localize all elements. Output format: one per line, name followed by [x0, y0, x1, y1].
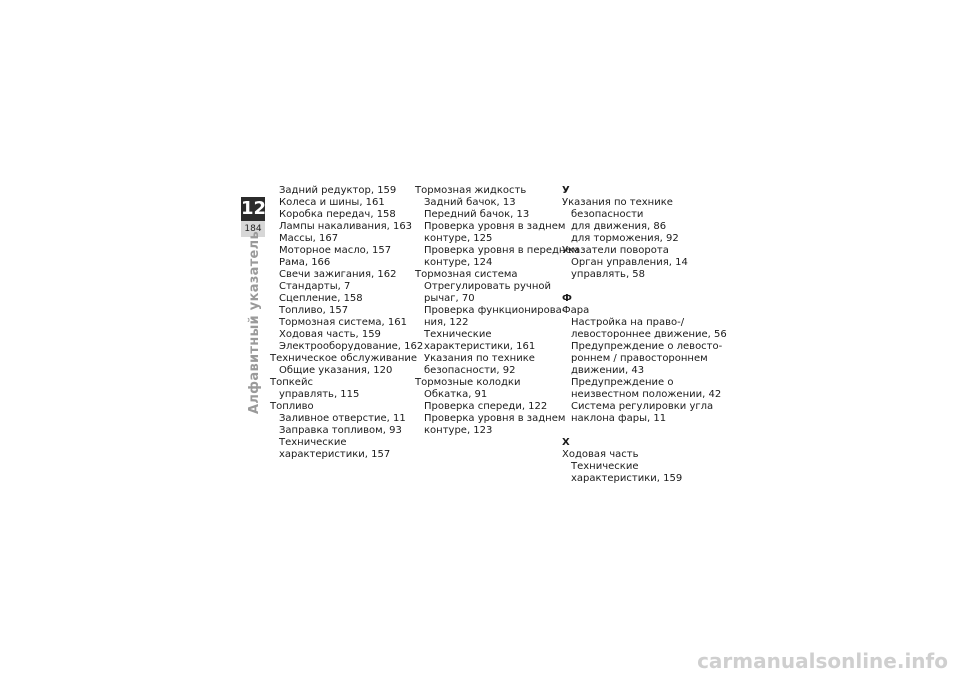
index-subentry: ния, 122: [424, 317, 469, 328]
index-subentry: Орган управления, 14: [571, 257, 688, 268]
page-number: 184: [241, 221, 265, 237]
index-subentry: управлять, 58: [571, 269, 646, 280]
index-subentry: рычаг, 70: [424, 293, 475, 304]
index-subentry: Тормозная система, 161: [279, 317, 408, 328]
index-entry: Ходовая часть: [562, 449, 639, 460]
index-subentry: Колеса и шины, 161: [279, 197, 385, 208]
index-entry: Фара: [562, 305, 590, 316]
index-subentry: Проверка уровня в заднем: [424, 221, 566, 232]
index-subentry: Технические: [279, 437, 347, 448]
index-subentry: Задний бачок, 13: [424, 197, 516, 208]
index-column-1: [270, 185, 424, 461]
index-subentry: Указания по технике: [424, 353, 535, 364]
index-subentry: Стандарты, 7: [279, 281, 351, 292]
index-subentry: неизвестном положении, 42: [571, 389, 722, 400]
index-entry: Тормозная система: [415, 269, 518, 280]
index-subentry: управлять, 115: [279, 389, 360, 400]
index-subentry: Передний бачок, 13: [424, 209, 530, 220]
index-subentry: движении, 43: [571, 365, 645, 376]
index-subentry: Настройка на право-/: [571, 317, 685, 328]
index-entry: Топкейс: [270, 377, 313, 388]
index-subentry: безопасности, 92: [424, 365, 516, 376]
index-subentry: Общие указания, 120: [279, 365, 393, 376]
index-subentry: Проверка уровня в заднем: [424, 413, 566, 424]
watermark: carmanualsonline.info: [697, 649, 948, 673]
index-subentry: для торможения, 92: [571, 233, 679, 244]
index-subentry: Свечи зажигания, 162: [279, 269, 397, 280]
chapter-number: 12: [241, 198, 267, 219]
index-letter-heading: Ф: [562, 293, 572, 304]
index-subentry: характеристики, 161: [424, 341, 536, 352]
spacer: [562, 425, 702, 437]
index-subentry: для движения, 86: [571, 221, 667, 232]
index-subentry: Электрооборудование, 162: [279, 341, 424, 352]
index-subentry: Моторное масло, 157: [279, 245, 392, 256]
index-subentry: Предупреждение о: [571, 377, 674, 388]
index-subentry: Отрегулировать ручной: [424, 281, 551, 292]
index-subentry: Проверка спереди, 122: [424, 401, 548, 412]
index-subentry: Коробка передач, 158: [279, 209, 396, 220]
index-subentry: Заправка топливом, 93: [279, 425, 402, 436]
index-subentry: контуре, 124: [424, 257, 493, 268]
index-subentry: Рама, 166: [279, 257, 331, 268]
index-subentry: Задний редуктор, 159: [279, 185, 397, 196]
index-subentry: Система регулировки угла: [571, 401, 714, 412]
index-subentry: наклона фары, 11: [571, 413, 667, 424]
index-subentry: Проверка функционирова-: [424, 305, 566, 316]
index-subentry: Предупреждение о левосто-: [571, 341, 723, 352]
index-subentry: контуре, 125: [424, 233, 493, 244]
spacer: [562, 281, 702, 293]
index-subentry: Технические: [571, 461, 639, 472]
index-entry: Техническое обслуживание: [270, 353, 418, 364]
index-entry: Тормозная жидкость: [415, 185, 527, 196]
index-subentry: Обкатка, 91: [424, 389, 488, 400]
index-column-3: [562, 185, 727, 485]
index-subentry: безопасности: [571, 209, 644, 220]
index-subentry: Сцепление, 158: [279, 293, 363, 304]
index-subentry: Ходовая часть, 159: [279, 329, 381, 340]
index-subentry: характеристики, 157: [279, 449, 391, 460]
index-entry: Тормозные колодки: [415, 377, 521, 388]
index-subentry: роннем / правостороннем: [571, 353, 708, 364]
index-subentry: Заливное отверстие, 11: [279, 413, 406, 424]
index-subentry: левостороннее движение, 56: [571, 329, 727, 340]
index-entry: Указания по технике: [562, 197, 673, 208]
index-subentry: Проверка уровня в переднем: [424, 245, 580, 256]
index-subentry: Массы, 167: [279, 233, 339, 244]
index-letter-heading: Х: [562, 437, 570, 448]
chapter-title: Алфавитный указатель: [247, 231, 262, 414]
index-subentry: Лампы накаливания, 163: [279, 221, 413, 232]
index-subentry: контуре, 123: [424, 425, 493, 436]
index-subentry: Топливо, 157: [279, 305, 349, 316]
index-subentry: характеристики, 159: [571, 473, 683, 484]
index-entry: Топливо: [270, 401, 314, 412]
index-entry: Указатели поворота: [562, 245, 669, 256]
index-subentry: Технические: [424, 329, 492, 340]
index-letter-heading: У: [562, 185, 570, 196]
